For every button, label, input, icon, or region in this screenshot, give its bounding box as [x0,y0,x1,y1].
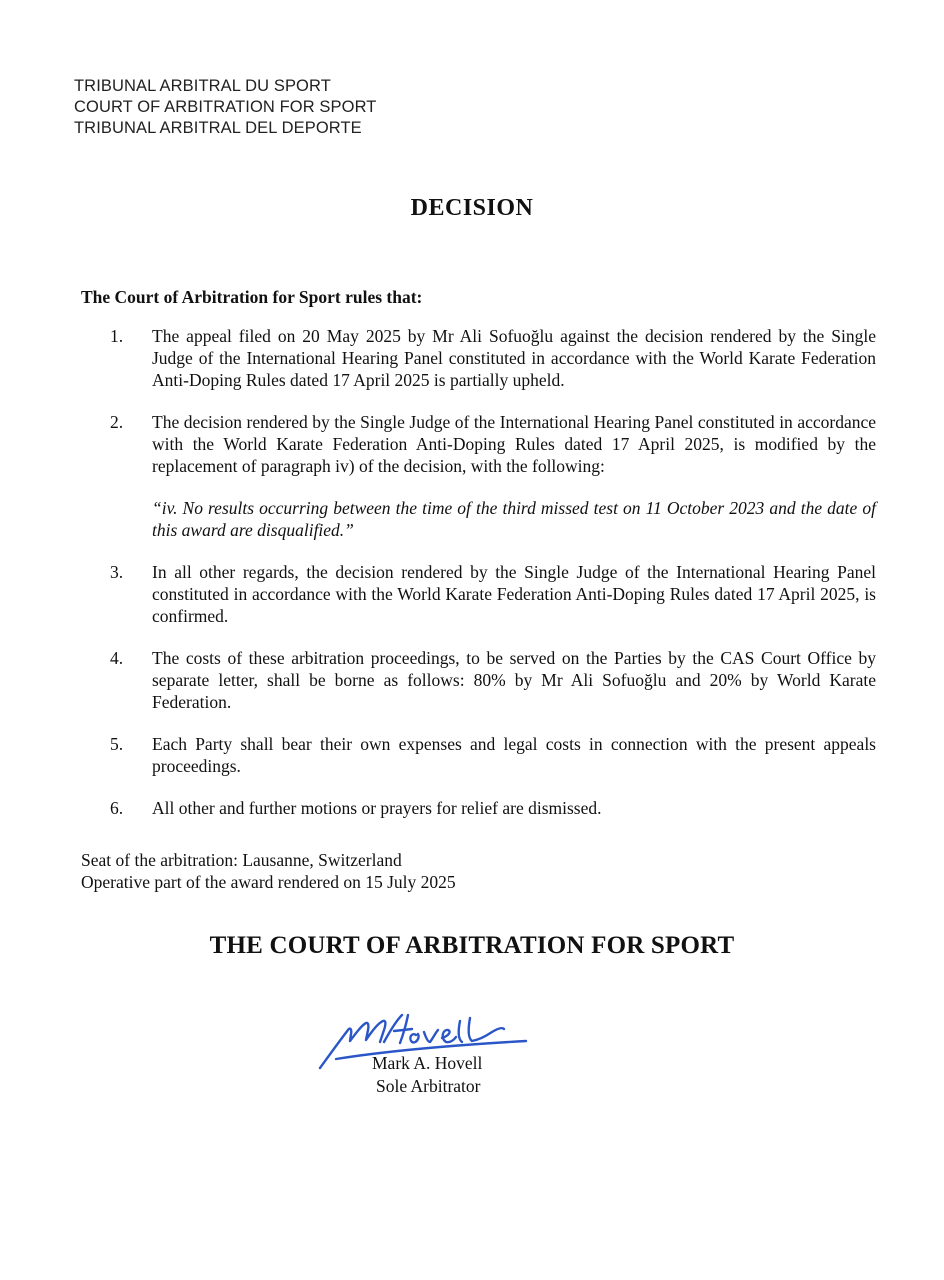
ruling-item-number: 6. [110,798,124,818]
ruling-item-number: 5. [110,734,124,754]
ruling-item-number: 2. [110,412,124,432]
seat-block [81,849,456,893]
ruling-item-quote: “iv. No results occurring between the time of the third missed test on 11 October 2023 and the date of this award are disqualified.” [152,498,876,540]
ruling-item [110,797,876,819]
ruling-intro: The Court of Arbitration for Sport rules that: [81,287,423,307]
ruling-item-text: All other and further motions or prayers for relief are dismissed. [152,798,602,818]
letterhead [74,76,376,139]
ruling-item-text: The appeal filed on 20 May 2025 by Mr Ali Sofuoğlu against the decision rendered by the Single Judge of the International Hearing Panel constituted in accordance with the World Karate Federation Anti-Doping Rules dated 17 April 2025 is partially upheld. [152,326,876,390]
signatory-role: Sole Arbitrator [376,1076,481,1096]
seat-of-arbitration: Seat of the arbitration: Lausanne, Switzerland [81,850,402,870]
letterhead-line-spanish: TRIBUNAL ARBITRAL DEL DEPORTE [74,119,362,137]
signatory-name: Mark A. Hovell [372,1053,483,1073]
letterhead-line-english: COURT OF ARBITRATION FOR SPORT [74,98,377,116]
operative-part-date: Operative part of the award rendered on 15 July 2025 [81,872,456,892]
ruling-item [110,325,876,391]
document-title: DECISION [410,195,534,221]
ruling-item [110,411,876,541]
ruling-item-text: The decision rendered by the Single Judge of the International Hearing Panel constituted in accordance with the World Karate Federation Anti-Doping Rules dated 17 April 2025, is modified by the replacement of paragraph iv) of the decision, with the following: [152,412,876,476]
ruling-item [110,561,876,627]
ruling-item-number: 4. [110,648,124,668]
ruling-item-text: In all other regards, the decision rendered by the Single Judge of the International Hearing Panel constituted in accordance with the World Karate Federation Anti-Doping Rules dated 17 April 2025, is confirmed. [152,562,876,626]
ruling-list [110,325,876,839]
ruling-item [110,647,876,713]
ruling-item-text: The costs of these arbitration proceedings, to be served on the Parties by the CAS Court Office by separate letter, shall be borne as follows: 80% by Mr Ali Sofuoğlu and 20% by World Karate Federation. [152,648,876,712]
ruling-item-number: 3. [110,562,124,582]
court-name: THE COURT OF ARBITRATION FOR SPORT [209,932,735,959]
ruling-item-number: 1. [110,326,124,346]
letterhead-line-french: TRIBUNAL ARBITRAL DU SPORT [74,77,331,95]
ruling-item [110,733,876,777]
ruling-item-text: Each Party shall bear their own expenses and legal costs in connection with the present appeals proceedings. [152,734,876,776]
